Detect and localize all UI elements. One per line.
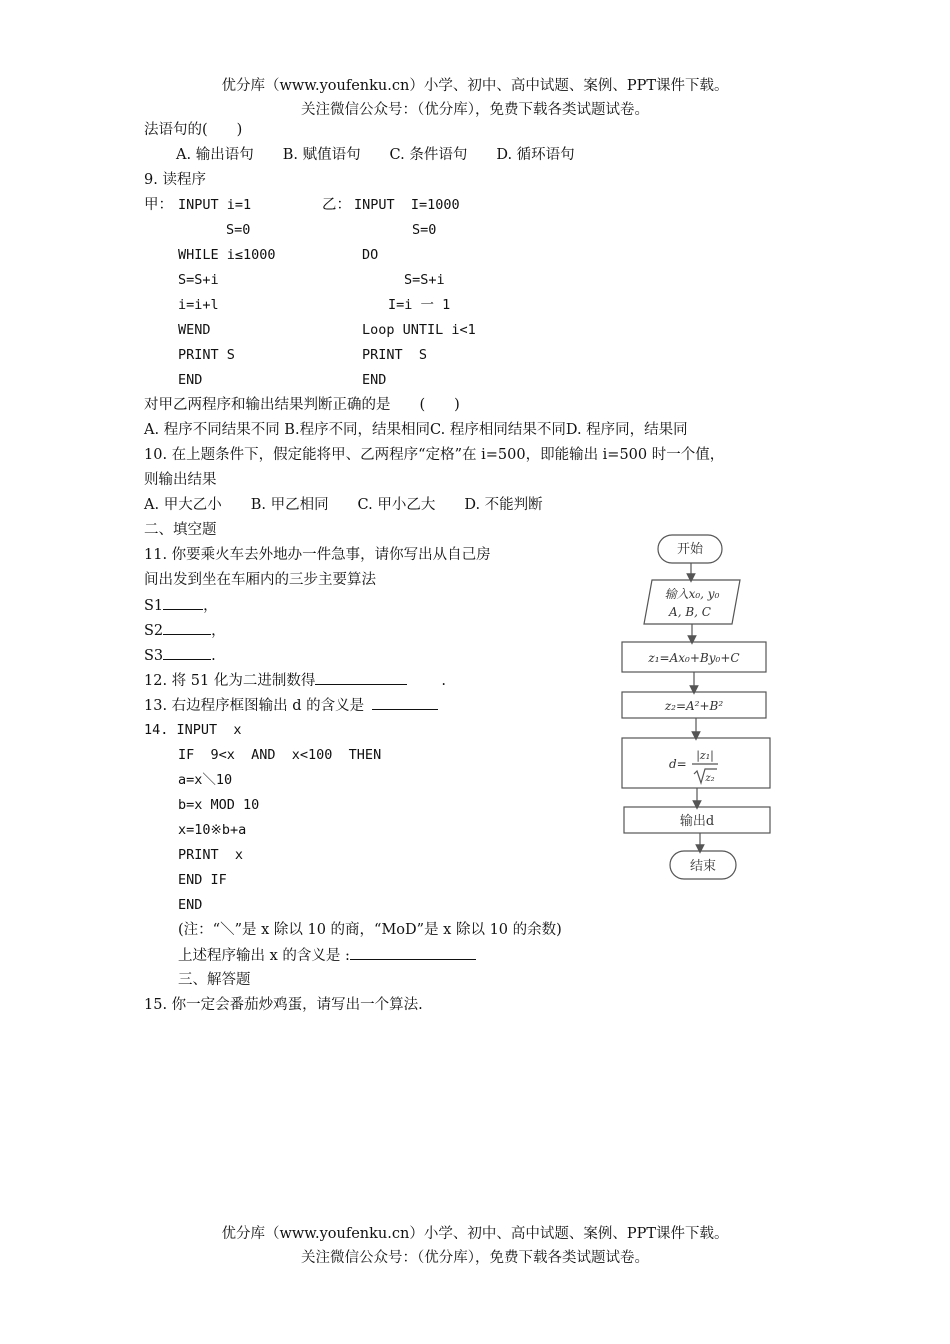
q12-end: . (441, 673, 446, 689)
flowchart (600, 528, 790, 888)
flow-step3-shape (622, 738, 770, 788)
yi-code-line: S=0 (412, 222, 437, 238)
yi-code-line: Loop UNTIL i<1 (362, 322, 476, 338)
q10-options: A. 甲大乙小 B. 甲乙相同 C. 甲小乙大 D. 不能判断 (144, 497, 543, 513)
q11-s1-label: S1 (144, 598, 164, 614)
q13-text: 13. 右边程序框图输出 d 的含义是 (144, 698, 365, 714)
q14-code-line: END (178, 897, 203, 913)
q11-line-1: 11. 你要乘火车去外地办一件急事，请你写出从自己房 (144, 547, 491, 563)
q14-code-line: END IF (178, 872, 227, 888)
q8-options: A. 输出语句 B. 赋值语句 C. 条件语句 D. 循环语句 (176, 147, 575, 163)
q10-line-1: 10. 在上题条件下，假定能将甲、乙两程序“定格”在 i=500，即能输出 i=500 时一个值， (144, 447, 725, 463)
q9-question: 对甲乙两程序和输出结果判断正确的是 ( ) (144, 397, 460, 413)
q8-stem: 法语句的( ) (144, 122, 243, 138)
flow-start-text: 开始 (676, 542, 704, 557)
q13-row (144, 695, 438, 716)
section-answer-heading: 三、解答题 (178, 972, 251, 988)
q9-yi-label: 乙： (322, 197, 351, 213)
yi-code-line: END (362, 372, 387, 388)
q14-code-line: b=x MOD 10 (178, 797, 260, 813)
q11-s2-row (144, 620, 226, 641)
flow-end-text: 结束 (689, 859, 717, 874)
flow-input-text-2: A, B, C (669, 605, 711, 619)
flow-step3-numerator: |z₁| (696, 749, 714, 762)
jia-code-line: S=S+i (178, 272, 219, 288)
yi-code-line: PRINT S (362, 347, 428, 363)
header-line-2: 关注微信公众号：（优分库），免费下载各类试题试卷。 (301, 102, 649, 118)
q14-code-line: x=10※b+a (178, 822, 247, 838)
q14-question-row (178, 945, 476, 966)
q11-s3-row (144, 645, 216, 666)
yi-code-line: I=i 一 1 (388, 297, 451, 313)
header-line-1: 优分库（www.youfenku.cn）小学、初中、高中试题、案例、PPT课件下载。 (221, 78, 729, 94)
q11-s3-label: S3 (144, 648, 164, 664)
q14-question: 上述程序输出 x 的含义是 : (178, 948, 350, 964)
flow-step2-text: z₂=A²+B² (664, 699, 724, 713)
yi-code-line: INPUT I=1000 (354, 197, 460, 213)
q14-code-line: PRINT x (178, 847, 244, 863)
q12-text: 12. 将 51 化为二进制数得 (144, 673, 316, 689)
jia-code-line: END (178, 372, 203, 388)
flow-output-text: 输出d (679, 814, 715, 829)
jia-code-line: PRINT S (178, 347, 235, 363)
footer-line-1: 优分库（www.youfenku.cn）小学、初中、高中试题、案例、PPT课件下载。 (221, 1226, 729, 1242)
jia-code-line: i=i+l (178, 297, 219, 313)
flow-step3-lhs: d= (669, 757, 687, 771)
yi-code-line: DO (362, 247, 379, 263)
q10-line-2: 则输出结果 (144, 472, 217, 488)
q15-text: 15. 你一定会番茄炒鸡蛋，请写出一个算法. (144, 997, 423, 1013)
q14-blank[interactable] (350, 945, 476, 960)
flow-step1-text: z₁=Ax₀+By₀+C (648, 651, 740, 665)
q14-note: (注：“＼”是 x 除以 10 的商，“MoD”是 x 除以 10 的余数) (178, 922, 562, 938)
q11-s2-blank[interactable] (163, 620, 211, 635)
q14-code-line: IF 9<x AND x<100 THEN (178, 747, 382, 763)
q14-code-line: a=x＼10 (178, 772, 233, 788)
q11-s2-end: ， (211, 623, 226, 639)
jia-code-line: INPUT i=1 (178, 197, 252, 213)
section-fill-in-heading: 二、填空题 (144, 522, 217, 538)
q11-s3-end: . (211, 648, 216, 664)
jia-code-line: S=0 (226, 222, 251, 238)
q11-s1-end: ， (203, 598, 218, 614)
q13-blank[interactable] (372, 695, 438, 710)
q11-s3-blank[interactable] (163, 645, 211, 660)
q11-line-2: 间出发到坐在车厢内的三步主要算法 (144, 572, 376, 588)
jia-code-line: WHILE i≤1000 (178, 247, 276, 263)
yi-code-line: S=S+i (404, 272, 445, 288)
q11-s2-label: S2 (144, 623, 164, 639)
q11-s1-row (144, 595, 218, 616)
flow-input-text-1: 输入x₀, y₀ (664, 587, 720, 601)
q12-row (144, 670, 446, 691)
q9-options: A. 程序不同结果不同 B.程序不同，结果相同C. 程序相同结果不同D. 程序同，结果同 (144, 422, 688, 438)
q12-blank[interactable] (315, 670, 407, 685)
q14-code-line: 14. INPUT x (144, 722, 242, 738)
footer-line-2: 关注微信公众号：（优分库），免费下载各类试题试卷。 (301, 1250, 649, 1266)
q9-title: 9. 读程序 (144, 172, 206, 188)
q11-s1-blank[interactable] (163, 595, 203, 610)
flow-step3-denominator: z₂ (705, 773, 715, 784)
jia-code-line: WEND (178, 322, 211, 338)
q9-jia-label: 甲： (144, 197, 173, 213)
